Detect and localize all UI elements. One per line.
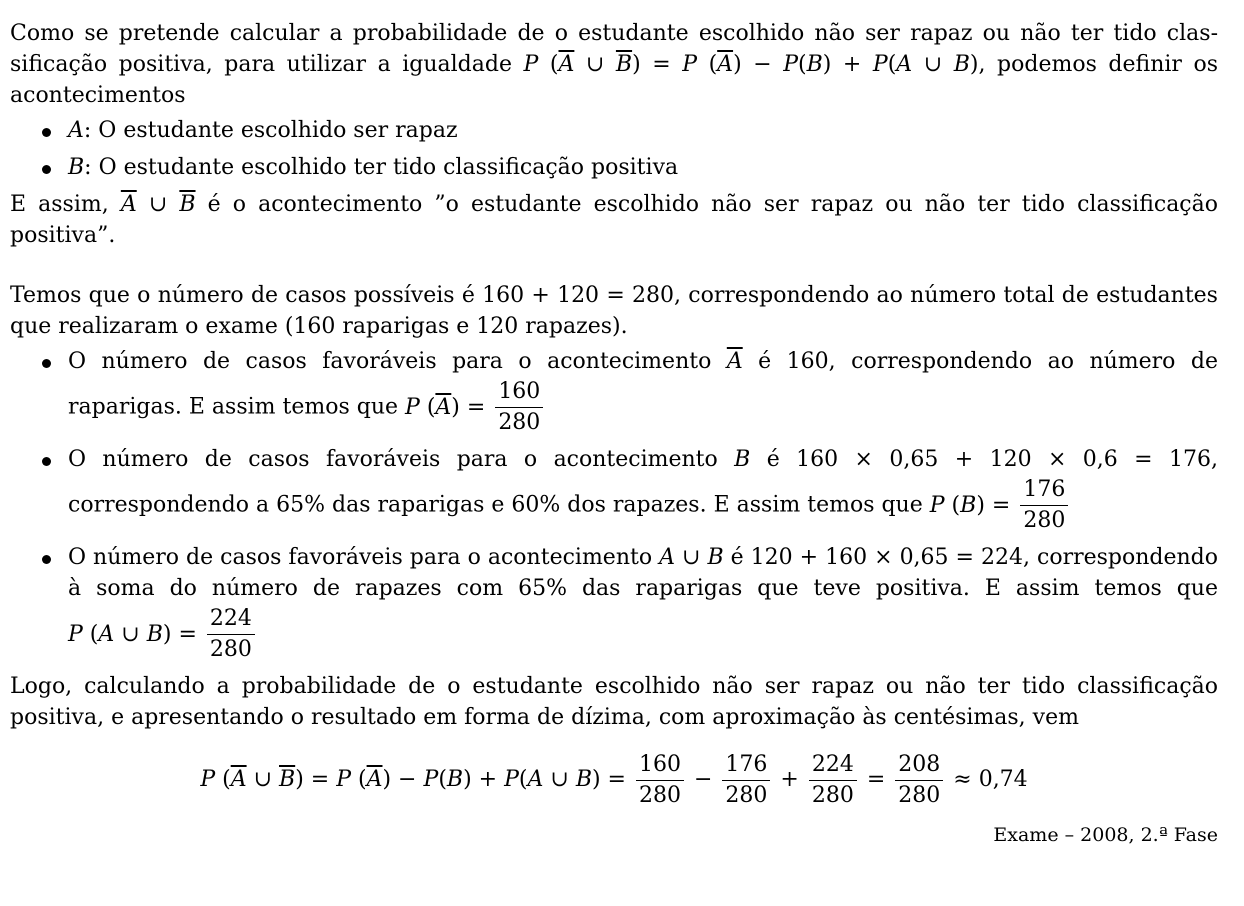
intro-paragraph (10, 18, 1218, 111)
fraction (895, 750, 943, 811)
fraction (495, 377, 543, 438)
fraction-denominator: 280 (898, 782, 941, 808)
event-description: : O estudante escolhido ser rapaz (83, 118, 458, 143)
b-count-expression: 160 × 0,65 + 120 × 0,6 = 176 (796, 447, 1211, 472)
fraction-denominator: 280 (1023, 508, 1066, 533)
fraction-numerator: 160 (636, 750, 684, 781)
bullet-text: é (750, 447, 797, 472)
fraction-numerator: 208 (895, 750, 943, 781)
identity-formula: P ($\overline{A}$ ∪ $\overline{B}) = P$ $(\overline{A}) - P(B) + P(A$ ∪ B) (523, 52, 979, 77)
fraction-denominator: 280 (209, 637, 252, 662)
bullet-a-union-b (10, 542, 1218, 665)
complement-union-formula: $\overline{A}$ ∪ $\overline{B}$ (120, 192, 196, 217)
fraction (207, 604, 255, 665)
intro-text-end: , podemos definir os acontecimentos (10, 52, 1219, 108)
fraction (636, 750, 684, 811)
a-union-b-count-expression: 120 + 160 × 0,65 = 224 (750, 545, 1023, 570)
events-list (10, 115, 1218, 183)
event-b: B (734, 447, 751, 472)
prob-b-formula: P (B) = $\frac{176}{280}$ (930, 493, 1072, 518)
intro-text: Como se pretende calcular a probabilidade de o estudante escolhido não ser rapaz ou não ter tido classificação positiva, para utilizar a igualdade (10, 21, 1218, 77)
bullet-text: é 160, correspondendo ao número de raparigas. E assim temos que (68, 349, 1219, 420)
event-a-union-b: A ∪ B (659, 545, 724, 570)
complement-paragraph (10, 189, 1218, 251)
bullet-text: O número de casos favoráveis para o acontecimento (68, 349, 727, 374)
cases-text: Temos que o número de casos possíveis é (10, 283, 483, 308)
fraction-numerator: 176 (1020, 475, 1068, 506)
fraction-numerator: 224 (809, 750, 857, 781)
fraction-denominator: 280 (811, 782, 854, 808)
conclusion-paragraph: Logo, calculando a probabilidade de o estudante escolhido não ser rapaz ou não ter tido classificação positiva, e apresentando o resultado em forma de dízima, com aproximação às centésimas, vem (10, 674, 1218, 730)
bullet-not-a (10, 346, 1218, 438)
fraction (1020, 475, 1068, 536)
cases-text-end: , correspondendo ao número total de estudantes que realizaram o exame (160 raparigas e 120 rapazes). (10, 283, 1218, 339)
fraction-denominator: 280 (639, 782, 681, 808)
source-citation: Exame – 2008, 2.ª Fase (993, 824, 1218, 846)
bullet-b (10, 444, 1218, 536)
bullet-text: O número de casos favoráveis para o acontecimento (68, 545, 660, 570)
event-description: : O estudante escolhido ter tido classificação positiva (84, 155, 679, 180)
event-item (10, 152, 1218, 183)
cases-expression: 160 + 120 = 280 (482, 283, 675, 308)
event-letter: B (68, 155, 85, 180)
event-item (10, 115, 1218, 146)
fraction (809, 750, 857, 811)
fraction-numerator: 160 (495, 377, 543, 408)
fraction-denominator: 280 (498, 410, 541, 435)
bullet-text: O número de casos favoráveis para o acontecimento (68, 447, 735, 472)
fraction-numerator: 224 (207, 604, 255, 635)
final-equation: P ($\overline{A}$ ∪ $\overline{B}) = P$ $(\overline{A}) - P(B) + P(A$ ∪ B) = $\frac{160}{280}$ − $\frac{176}{280}$ + $\frac{224}{280}$ = $\frac{208}{280}$ ≈ 0,74 (10, 745, 1218, 815)
event-not-a: $\overline{A}$ (726, 349, 743, 374)
cases-paragraph (10, 280, 1218, 342)
bullet-text: , correspondendo a 65% das raparigas e 60% dos rapazes. E assim temos que (68, 447, 1218, 518)
prob-a-union-b-formula: P (A ∪ B) = $\frac{224}{280}$ (68, 622, 258, 647)
favorable-cases-list (10, 346, 1218, 665)
fraction-denominator: 280 (725, 782, 768, 808)
final-result: ≈ 0,74 (953, 767, 1028, 792)
event-letter: A (68, 118, 84, 143)
bullet-text: é (723, 545, 751, 570)
prob-not-a-formula: P $(\overline{A})$ = $\frac{160}{280}$ (405, 395, 546, 420)
complement-suffix: é o acontecimento ”o estudante escolhido não ser rapaz ou não ter tido classificação positiva”. (10, 192, 1218, 248)
complement-prefix: E assim, (10, 192, 121, 217)
fraction (722, 750, 770, 811)
bullet-text: , correspondendo à soma do número de rapazes com 65% das raparigas que teve positiva. E assim temos que (68, 545, 1219, 601)
fraction-numerator: 176 (722, 750, 770, 781)
